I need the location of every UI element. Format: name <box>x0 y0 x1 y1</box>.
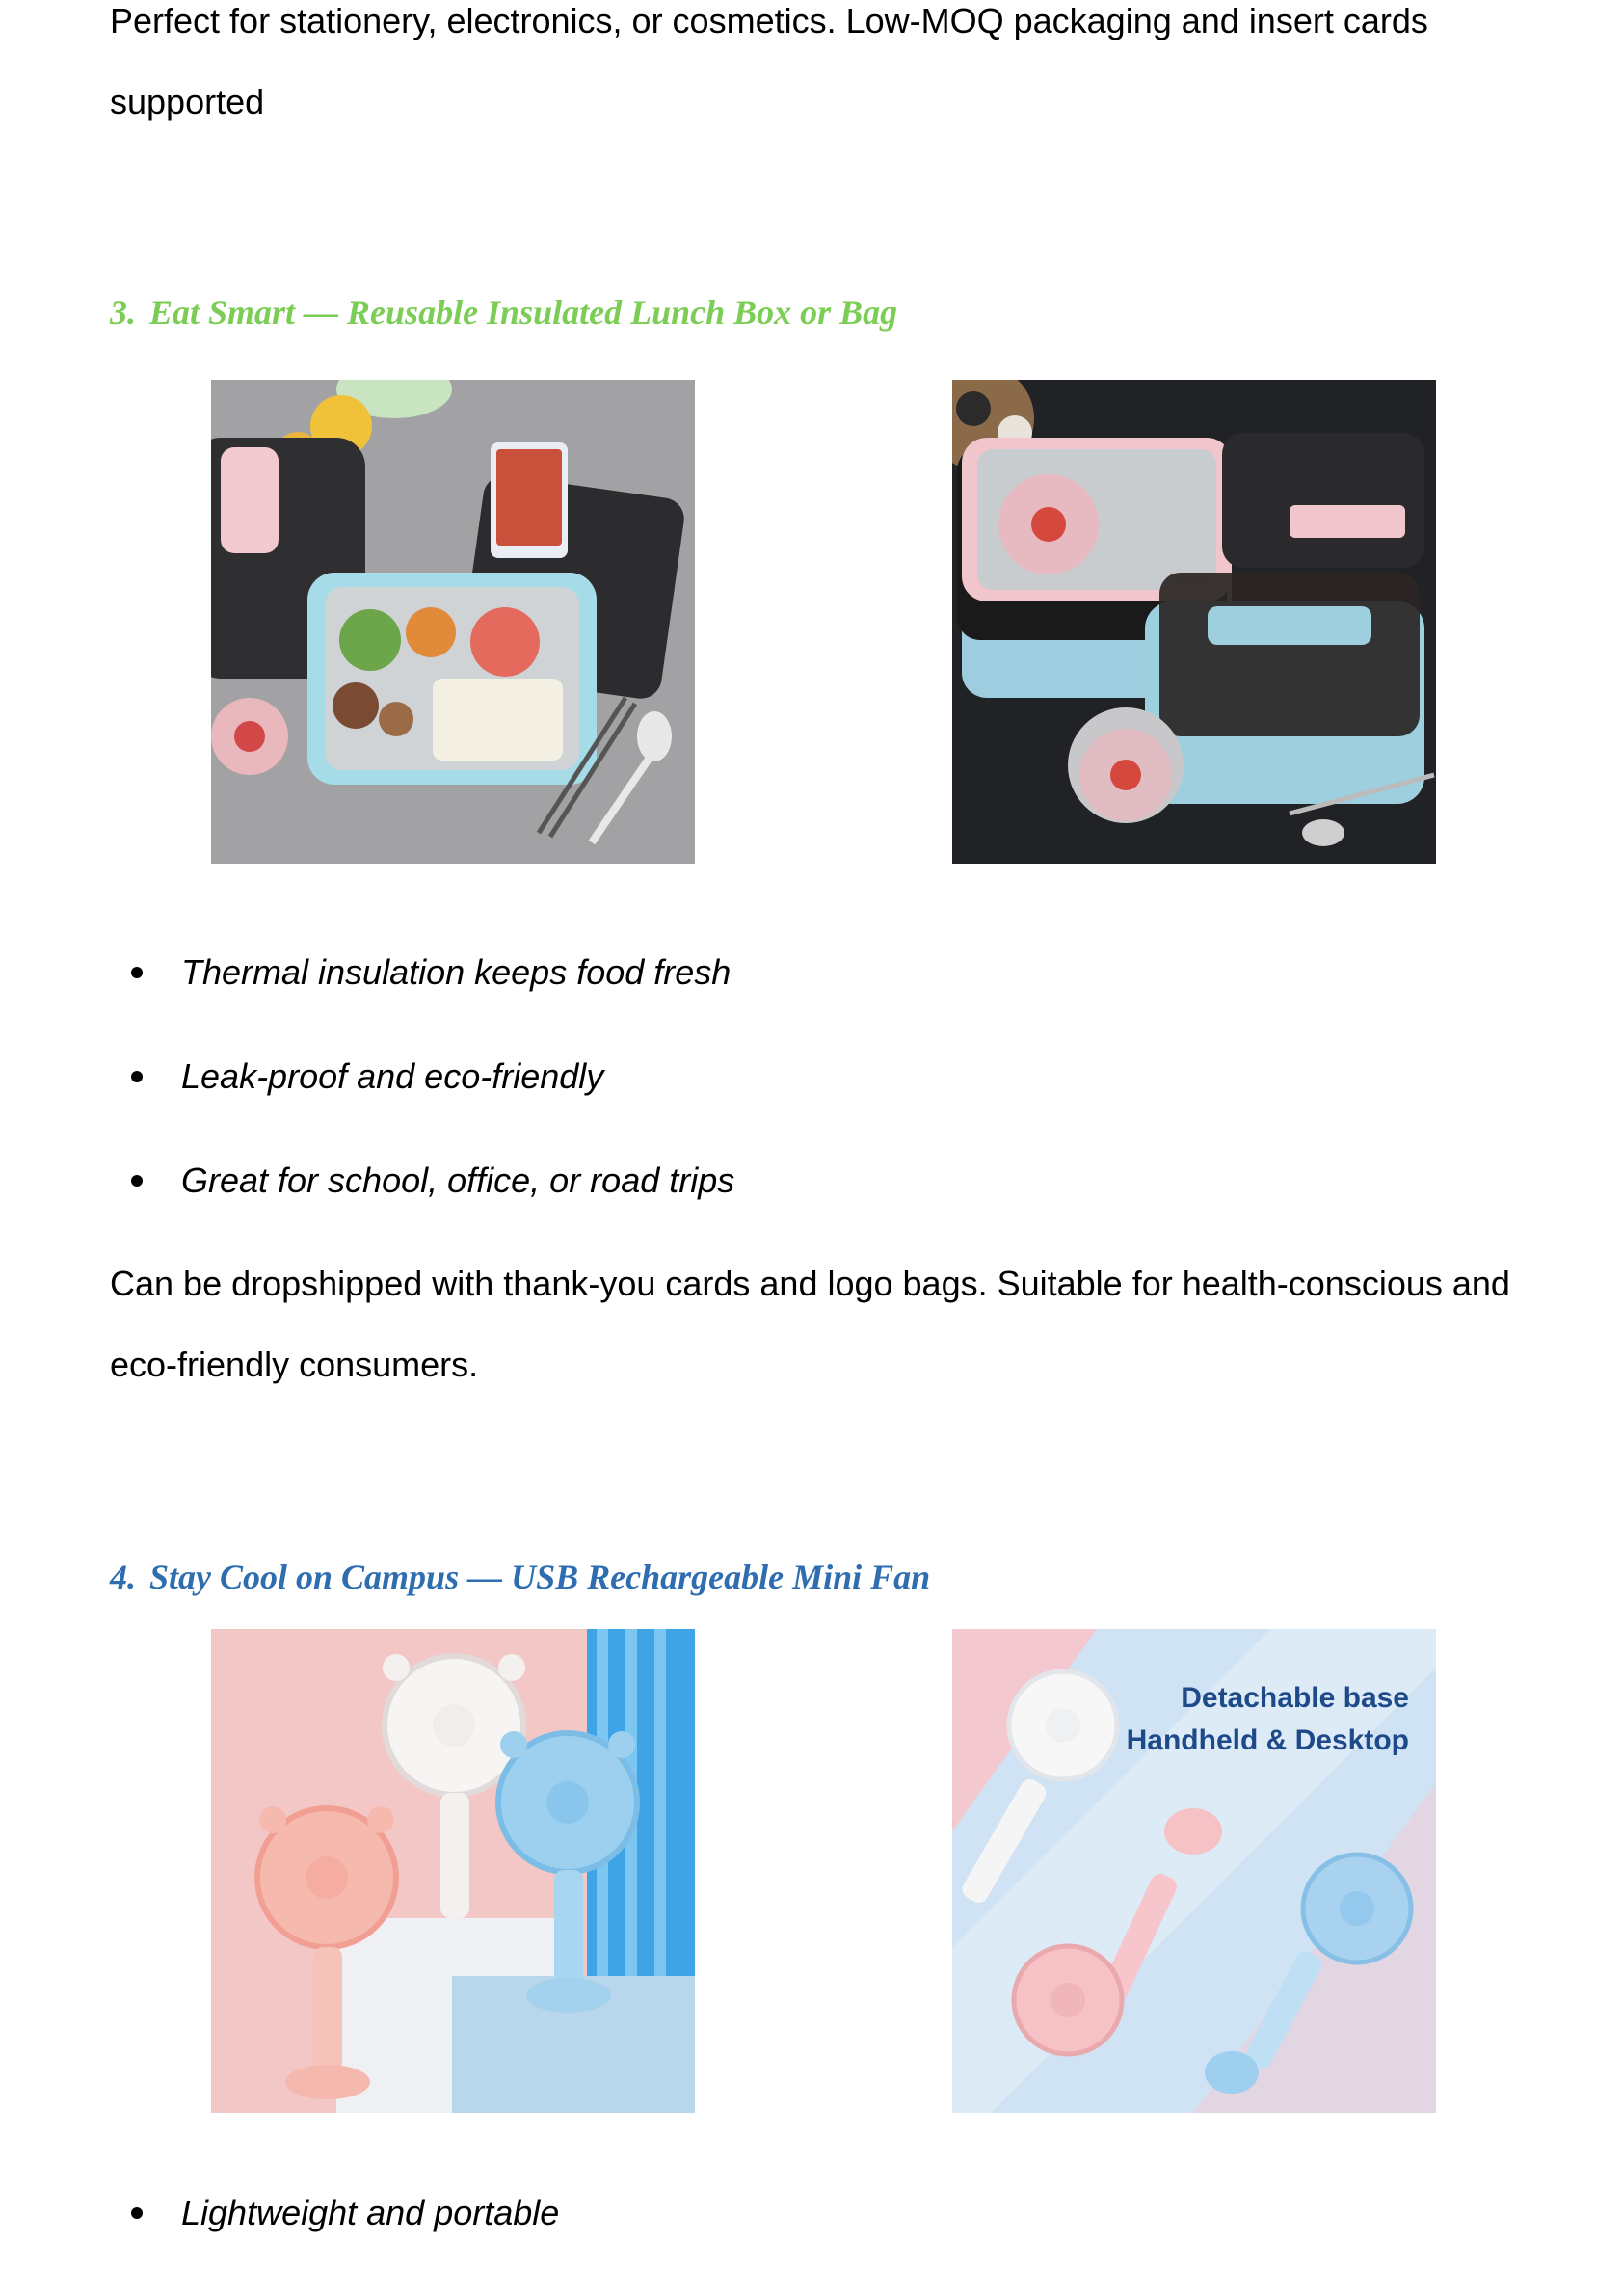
section-3-title: Eat Smart — Reusable Insulated Lunch Box or Bag <box>149 293 898 332</box>
bullet-icon <box>131 1175 143 1187</box>
bullet-icon <box>131 2207 143 2219</box>
section-3-number: 3. <box>110 293 136 332</box>
bullet-icon <box>131 967 143 978</box>
fan-feature-text-2: Handheld & Desktop <box>1126 1724 1409 1756</box>
section-4-heading <box>110 1556 930 1598</box>
mini-fan-photo-2 <box>952 1629 1436 2113</box>
section-4-title: Stay Cool on Campus — USB Rechargeable Mini Fan <box>149 1558 931 1596</box>
lunch-box-photo-2 <box>952 380 1436 864</box>
bullet-icon <box>131 1071 143 1082</box>
fan-feature-text-1: Detachable base <box>1181 1682 1409 1714</box>
mini-fan-photo-1 <box>211 1629 695 2113</box>
section-3-heading <box>110 291 897 334</box>
intro-paragraph: Perfect for stationery, electronics, or cosmetics. Low-MOQ packaging and insert cards supported <box>110 1 1428 121</box>
lunch-box-photo-1 <box>211 380 695 864</box>
section-3-description: Can be dropshipped with thank-you cards and logo bags. Suitable for health-conscious and eco-friendly consumers. <box>110 1264 1510 1384</box>
section-4-number: 4. <box>110 1558 136 1596</box>
